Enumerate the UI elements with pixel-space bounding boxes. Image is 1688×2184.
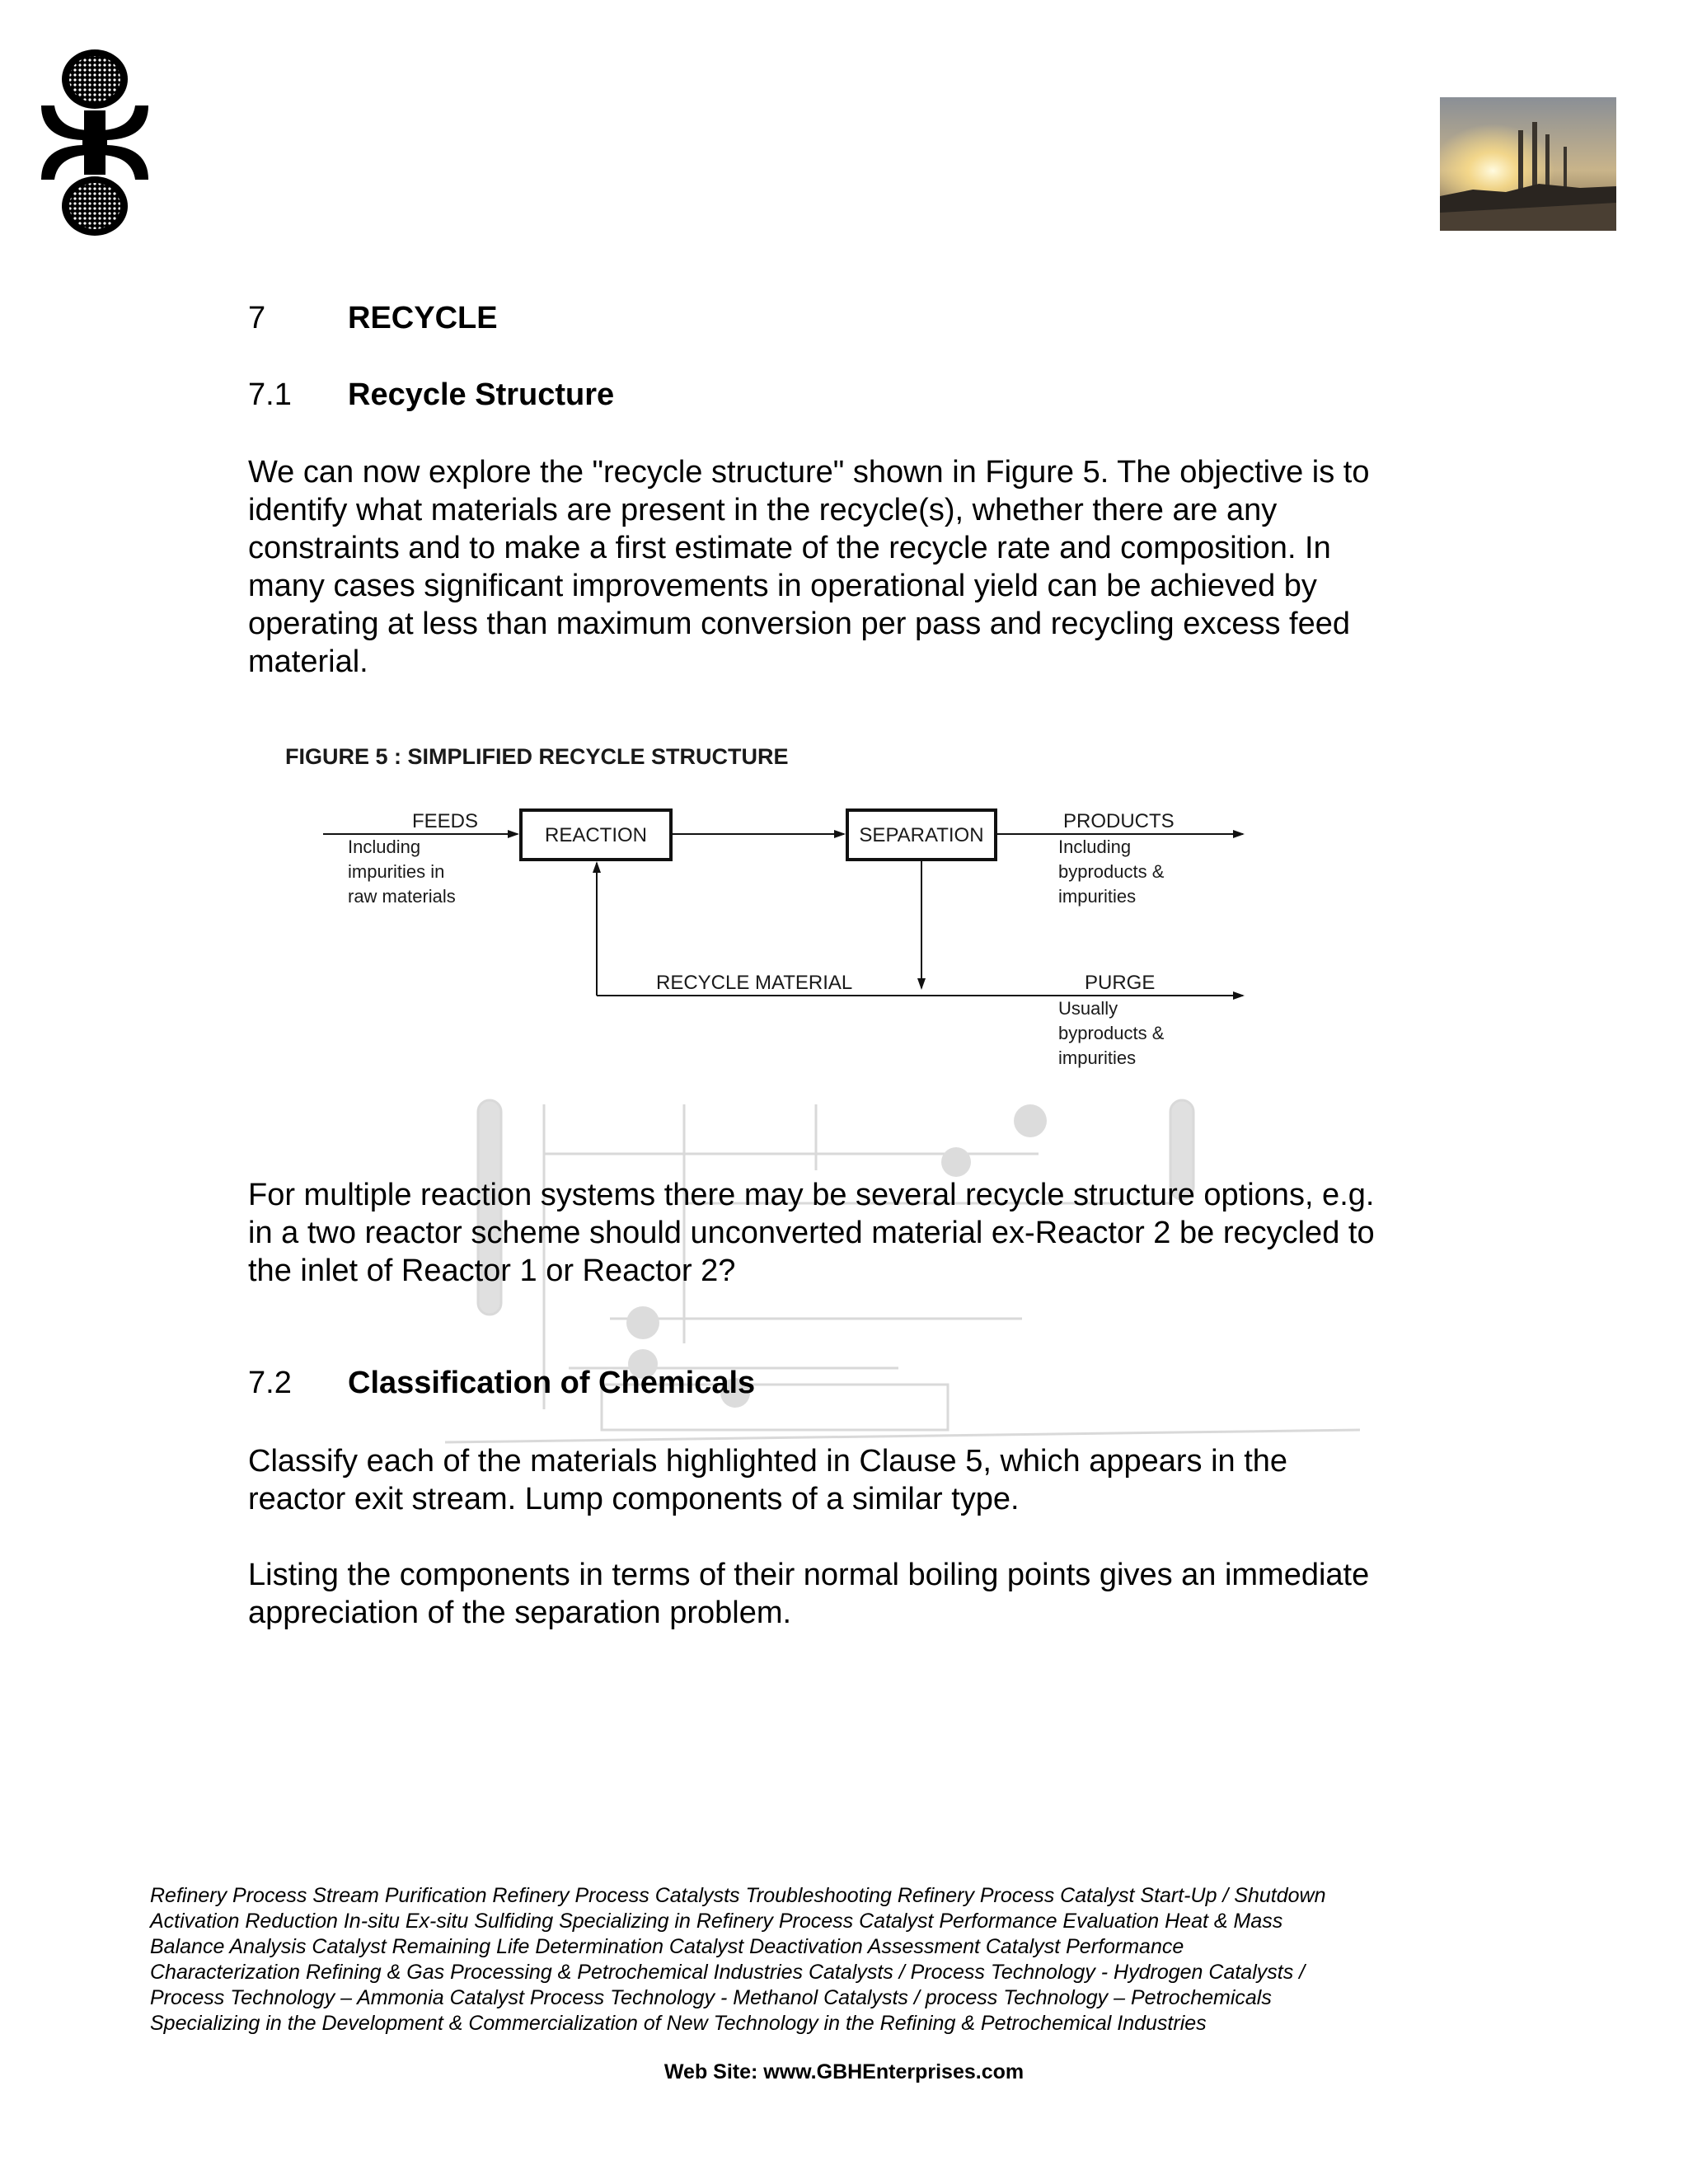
paragraph-line: constraints and to make a first estimate of the recycle rate and composition. In <box>248 531 1331 565</box>
products-desc-line: impurities <box>1058 886 1137 907</box>
section-7-1-number: 7.1 <box>248 377 292 412</box>
separation-box-label: SEPARATION <box>859 824 984 846</box>
purge-desc-line: impurities <box>1058 1047 1137 1068</box>
reaction-box-label: REACTION <box>544 824 648 846</box>
recycle-structure-paragraph <box>248 453 1451 681</box>
footer-line: Refinery Process Stream Purification Refinery Process Catalysts Troubleshooting Refinery Process Catalyst Start-Up / Shutdown <box>150 1884 1326 1907</box>
figure-title: FIGURE 5 : SIMPLIFIED RECYCLE STRUCTURE <box>285 744 789 769</box>
purge-desc-line: byproducts & <box>1058 1023 1165 1043</box>
feeds-desc-line: impurities in <box>348 861 445 882</box>
purge-desc-line: Usually <box>1058 998 1118 1019</box>
paragraph-line: reactor exit stream. Lump components of a similar type. <box>248 1482 1020 1516</box>
paragraph-line: the inlet of Reactor 1 or Reactor 2? <box>248 1254 736 1288</box>
section-7-title: RECYCLE <box>348 301 498 335</box>
multiple-reaction-paragraph <box>248 1176 1451 1290</box>
footer-line: Balance Analysis Catalyst Remaining Life Determination Catalyst Deactivation Assessment Catalyst Performance <box>150 1935 1184 1958</box>
footer-line: Specializing in the Development & Commercialization of New Technology in the Refining & Petrochemical Industries <box>150 2012 1207 2035</box>
paragraph-line: material. <box>248 644 368 679</box>
paragraph-line: For multiple reaction systems there may be several recycle structure options, e.g. <box>248 1178 1375 1212</box>
footer-line: Activation Reduction In-situ Ex-situ Sulfiding Specializing in Refinery Process Catalyst Performance Evaluation Heat & Mass <box>150 1910 1283 1933</box>
section-7-2-title: Classification of Chemicals <box>348 1366 756 1400</box>
company-logo-icon <box>33 48 157 237</box>
paragraph-line: Listing the components in terms of their normal boiling points gives an immediate <box>248 1558 1370 1592</box>
paragraph-line: identify what materials are present in the recycle(s), whether there are any <box>248 493 1278 527</box>
purge-label: PURGE <box>1085 972 1156 994</box>
section-7-2-number: 7.2 <box>248 1366 292 1400</box>
products-desc-line: Including <box>1058 837 1132 857</box>
footer-services-text <box>150 1883 1502 2036</box>
recycle-material-label: RECYCLE MATERIAL <box>656 972 853 994</box>
footer-line: Process Technology – Ammonia Catalyst Process Technology - Methanol Catalysts / process Technology – Petrochemicals <box>150 1986 1272 2009</box>
section-7-1-title: Recycle Structure <box>348 377 615 412</box>
paragraph-line: appreciation of the separation problem. <box>248 1596 792 1630</box>
paragraph-line: many cases significant improvements in operational yield can be achieved by <box>248 569 1317 603</box>
footer-website: Web Site: www.GBHEnterprises.com <box>663 2060 1025 2083</box>
footer-line: Characterization Refining & Gas Processing & Petrochemical Industries Catalysts / Process Technology - Hydrogen Catalysts / <box>150 1961 1306 1984</box>
feeds-desc-line: raw materials <box>348 886 456 907</box>
paragraph-line: Classify each of the materials highlighted in Clause 5, which appears in the <box>248 1444 1288 1479</box>
paragraph-line: operating at less than maximum conversion per pass and recycling excess feed <box>248 607 1351 641</box>
products-desc-line: byproducts & <box>1058 861 1165 882</box>
recycle-structure-diagram <box>280 738 1269 1084</box>
paragraph-line: in a two reactor scheme should unconverted material ex-Reactor 2 be recycled to <box>248 1216 1375 1250</box>
section-7-number: 7 <box>248 301 266 335</box>
feeds-desc-line: Including <box>348 837 421 857</box>
refinery-sunset-photo <box>1440 97 1616 231</box>
paragraph-line: We can now explore the "recycle structure" shown in Figure 5. The objective is to <box>248 455 1370 490</box>
classification-paragraph <box>248 1442 1451 1518</box>
boiling-points-paragraph <box>248 1556 1451 1632</box>
products-label: PRODUCTS <box>1063 810 1175 832</box>
feeds-label: FEEDS <box>412 810 479 832</box>
